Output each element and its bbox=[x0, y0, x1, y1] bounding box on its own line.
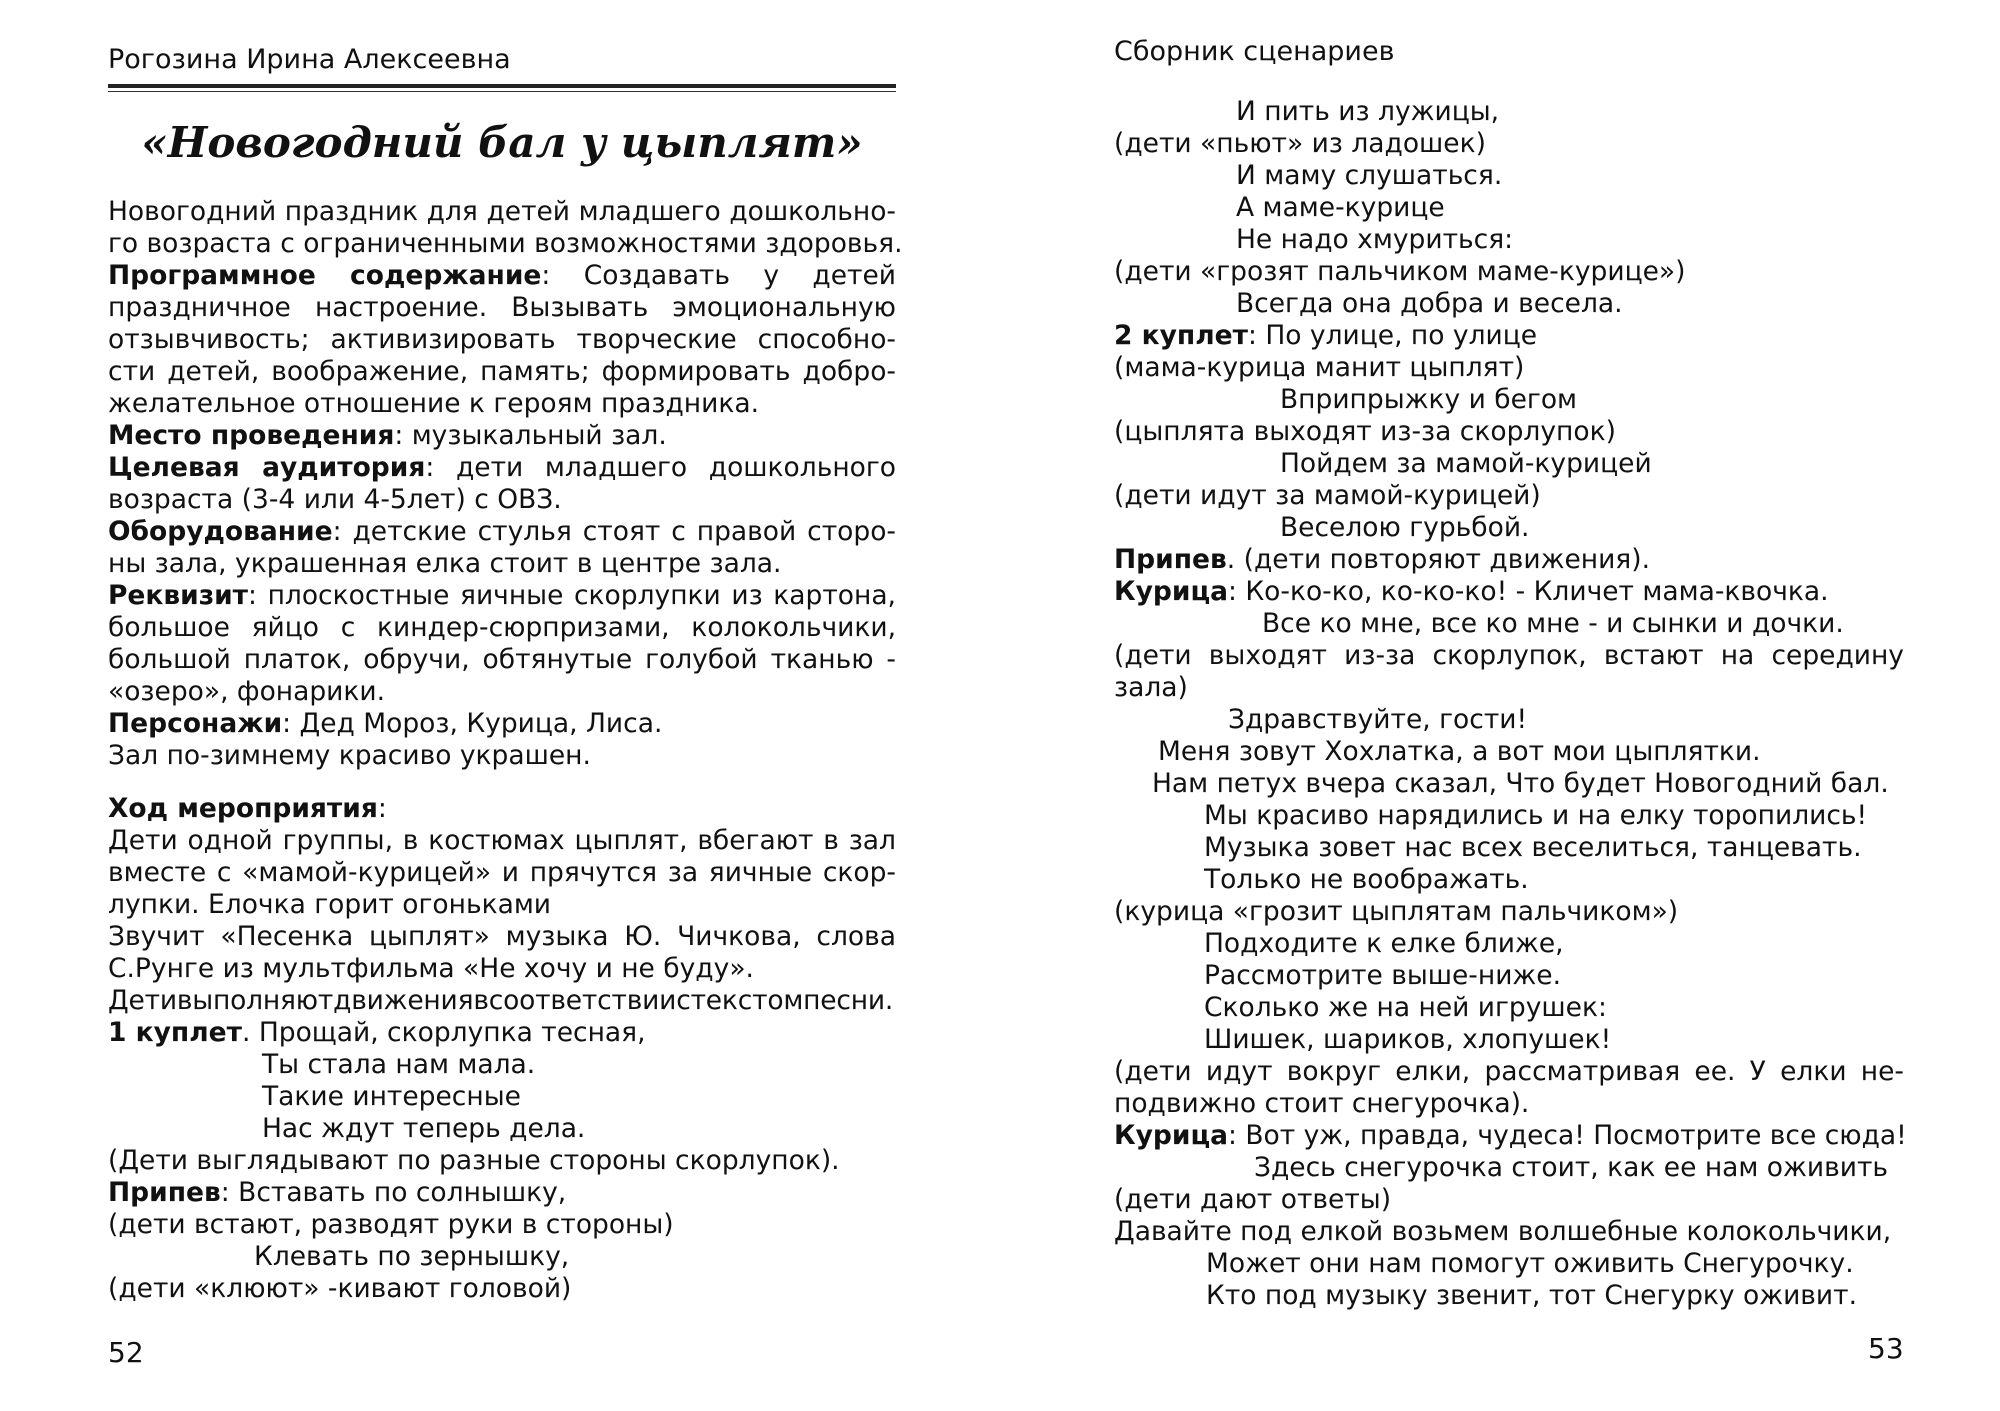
song-line: Мы красиво нарядились и на елку торопились! bbox=[1204, 800, 1868, 831]
characters-line: Персонажи: Дед Мороз, Курица, Лиса. bbox=[108, 708, 663, 739]
venue-label: Место проведения bbox=[108, 420, 395, 451]
stage-direction: (дети «пьют» из ладошек) bbox=[1114, 128, 1486, 159]
program-line: сти детей, воображение, память; формировать добро- bbox=[108, 356, 896, 387]
running-header-author: Рогозина Ирина Алексеевна bbox=[108, 44, 511, 75]
stage-direction: (дети идут вокруг елки, рассматривая ее. У елки не- bbox=[1114, 1056, 1904, 1087]
program-line: отзывчивость; активизировать творческие способно- bbox=[108, 324, 896, 355]
song-line: И пить из лужицы, bbox=[1236, 96, 1500, 127]
song-line: Музыка зовет нас всех веселиться, танцевать. bbox=[1204, 832, 1862, 863]
song-line: Всегда она добра и весела. bbox=[1236, 288, 1623, 319]
stage-direction: подвижно стоит снегурочка). bbox=[1114, 1088, 1530, 1119]
stage-direction: (Дети выглядывают по разные стороны скорлупок). bbox=[108, 1145, 840, 1176]
stage-direction: (дети идут за мамой-курицей) bbox=[1114, 480, 1541, 511]
props-line: Реквизит: плоскостные яичные скорлупки из картона, bbox=[108, 580, 896, 611]
song-line: Вприпрыжку и бегом bbox=[1280, 384, 1578, 415]
stage-direction: (курица «грозит цыплятам пальчиком») bbox=[1114, 896, 1679, 927]
course-line: Звучит «Песенка цыплят» музыка Ю. Чичкова, слова bbox=[108, 921, 896, 952]
hen-line: Курица: Ко-ко-ко, ко-ко-ко! - Кличет мама-квочка. bbox=[1114, 576, 1829, 607]
props-line: большое яйцо с киндер-сюрпризами, колокольчики, bbox=[108, 612, 896, 643]
audience-label: Целевая аудитория bbox=[108, 452, 426, 483]
song-line: Нам петух вчера сказал, Что будет Новогодний бал. bbox=[1152, 768, 1889, 799]
song-line: Не надо хмуриться: bbox=[1236, 224, 1514, 255]
program-line: Программное содержание: Создавать у детей bbox=[108, 260, 896, 291]
course-line: вместе с «мамой-курицей» и прячутся за яичные скор- bbox=[108, 857, 896, 888]
venue-line: Место проведения: музыкальный зал. bbox=[108, 420, 667, 451]
song-line: Ты стала нам мала. bbox=[262, 1049, 536, 1080]
scenario-title: «Новогодний бал у цыплят» bbox=[141, 118, 863, 167]
song-line: Такие интересные bbox=[262, 1081, 521, 1112]
verse2-label: 2 куплет bbox=[1114, 320, 1248, 351]
song-line: Шишек, шариков, хлопушек! bbox=[1204, 1024, 1612, 1055]
song-line: Клевать по зернышку, bbox=[254, 1241, 570, 1272]
course-line: лупки. Елочка горит огоньками bbox=[108, 889, 552, 920]
verse1-label: 1 куплет bbox=[108, 1017, 242, 1048]
song-line: Нас ждут теперь дела. bbox=[262, 1113, 586, 1144]
characters-label: Персонажи bbox=[108, 708, 283, 739]
song-line: А маме-курице bbox=[1236, 192, 1445, 223]
chorus-line: Припев: Вставать по солнышку, bbox=[108, 1177, 567, 1208]
audience-line: Целевая аудитория: дети младшего дошкольного bbox=[108, 452, 897, 483]
stage-direction: (дети выходят из-за скорлупок, встают на середину bbox=[1114, 640, 1904, 671]
stage-direction: (дети «клюют» -кивают головой) bbox=[108, 1273, 572, 1304]
chorus-label: Припев bbox=[108, 1177, 221, 1208]
equipment-line: ны зала, украшенная елка стоит в центре зала. bbox=[108, 548, 782, 579]
chorus-line: Припев. (дети повторяют движения). bbox=[1114, 544, 1651, 575]
speech-line: Может они нам помогут оживить Снегурочку. bbox=[1206, 1248, 1854, 1279]
song-line: Меня зовут Хохлатка, а вот мои цыплятки. bbox=[1158, 736, 1761, 767]
stage-direction: (дети встают, разводят руки в стороны) bbox=[108, 1209, 674, 1240]
program-label: Программное содержание bbox=[108, 260, 542, 291]
verse2-line: 2 куплет: По улице, по улице bbox=[1114, 320, 1538, 351]
header-rule-thick bbox=[108, 84, 896, 88]
course-label: Ход мероприятия bbox=[108, 793, 378, 824]
song-line: Только не воображать. bbox=[1204, 864, 1529, 895]
song-line: Пойдем за мамой-курицей bbox=[1280, 448, 1652, 479]
program-line: желательное отношение к героям праздника. bbox=[108, 388, 759, 419]
song-line: Сколько же на ней игрушек: bbox=[1204, 992, 1607, 1023]
verse1-line: 1 куплет. Прощай, скорлупка тесная, bbox=[108, 1017, 646, 1048]
stage-direction: (дети дают ответы) bbox=[1114, 1184, 1392, 1215]
intro-line: Новогодний праздник для детей младшего дошкольно- bbox=[108, 196, 896, 227]
hen-label: Курица bbox=[1114, 576, 1228, 607]
speech-line: Кто под музыку звенит, тот Снегурку оживит. bbox=[1206, 1280, 1858, 1311]
song-line: Подходите к елке ближе, bbox=[1204, 928, 1564, 959]
right-page bbox=[1000, 0, 2000, 1411]
course-line: Дети одной группы, в костюмах цыплят, вбегают в зал bbox=[108, 825, 896, 856]
stage-direction: (цыплята выходят из-за скорлупок) bbox=[1114, 416, 1616, 447]
song-line: Веселою гурьбой. bbox=[1280, 512, 1530, 543]
course-line: С.Рунге из мультфильма «Не хочу и не буду». bbox=[108, 953, 754, 984]
equipment-line: Оборудование: детские стулья стоят с правой сторо- bbox=[108, 516, 896, 547]
page-number: 53 bbox=[1868, 1332, 1904, 1365]
hall-line: Зал по-зимнему красиво украшен. bbox=[108, 740, 591, 771]
course-line: Детивыполняютдвижениявсоответствиистекстомпесни. bbox=[108, 985, 894, 1016]
audience-line: возраста (3-4 или 4-5лет) с ОВЗ. bbox=[108, 484, 562, 515]
props-line: большой платок, обручи, обтянутые голубой тканью - bbox=[108, 644, 896, 675]
chorus-label: Припев bbox=[1114, 544, 1227, 575]
hen-line: Курица: Вот уж, правда, чудеса! Посмотрите все сюда! bbox=[1114, 1120, 1907, 1151]
song-line: И маму слушаться. bbox=[1236, 160, 1503, 191]
intro-line: го возраста с ограниченными возможностями здоровья. bbox=[108, 228, 903, 259]
song-line: Здесь снегурочка стоит, как ее нам оживить bbox=[1254, 1152, 1889, 1183]
stage-direction: зала) bbox=[1114, 672, 1188, 703]
song-line: Рассмотрите выше-ниже. bbox=[1204, 960, 1562, 991]
page-number: 52 bbox=[108, 1336, 144, 1369]
equipment-label: Оборудование bbox=[108, 516, 333, 547]
course-heading: Ход мероприятия: bbox=[108, 793, 387, 824]
program-line: праздничное настроение. Вызывать эмоциональную bbox=[108, 292, 896, 323]
speech-line: Давайте под елкой возьмем волшебные колокольчики, bbox=[1114, 1216, 1892, 1247]
song-line: Все ко мне, все ко мне - и сынки и дочки. bbox=[1262, 608, 1844, 639]
stage-direction: (мама-курица манит цыплят) bbox=[1114, 352, 1525, 383]
header-rule-thin bbox=[108, 91, 896, 92]
song-line: Здравствуйте, гости! bbox=[1228, 704, 1528, 735]
props-label: Реквизит bbox=[108, 580, 249, 611]
props-line: «озеро», фонарики. bbox=[108, 676, 386, 707]
hen-label: Курица bbox=[1114, 1120, 1228, 1151]
running-header-collection: Сборник сценариев bbox=[1114, 36, 1395, 67]
stage-direction: (дети «грозят пальчиком маме-курице») bbox=[1114, 256, 1686, 287]
